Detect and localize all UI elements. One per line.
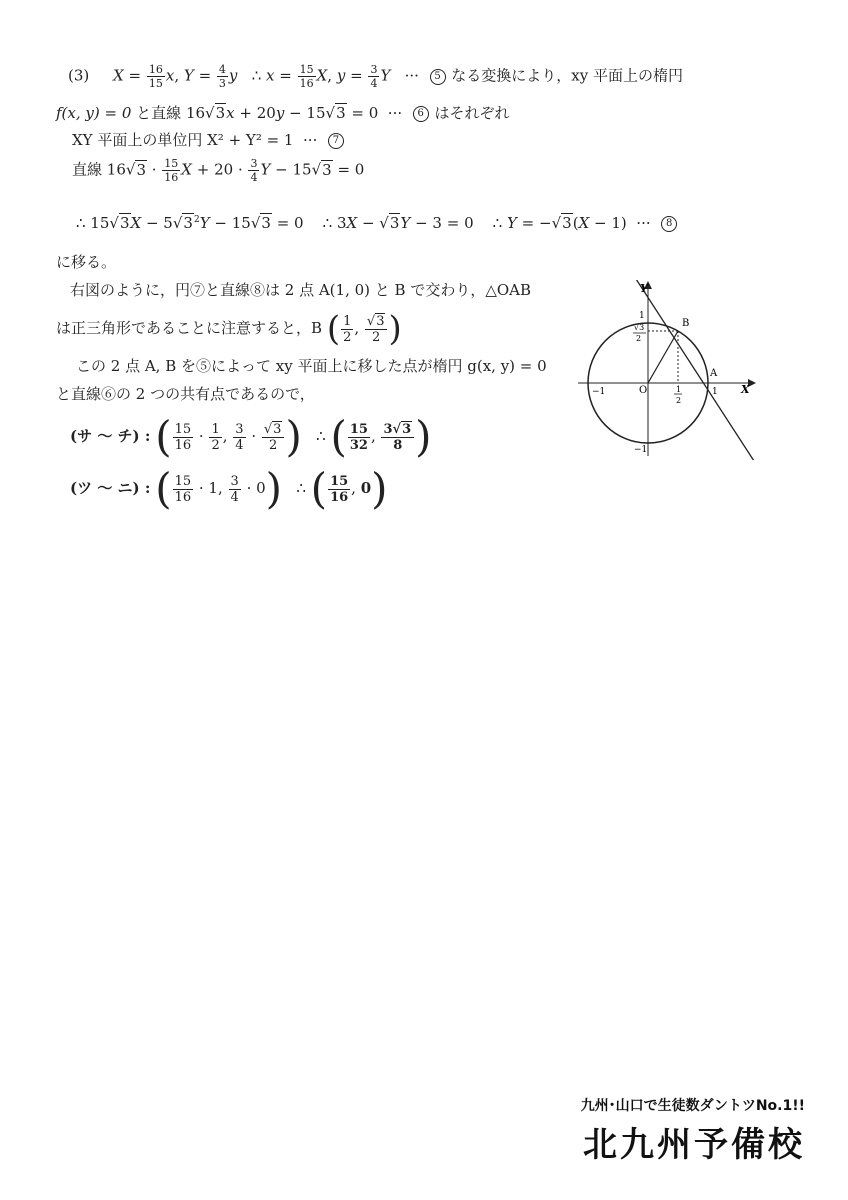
circled-marker: 5 — [430, 69, 446, 85]
label-o: O — [639, 385, 648, 396]
dots: ··· — [387, 104, 403, 122]
line-8: は正三角形であることに注意すると，B ( $\frac{1}{2}$ , $\frac{√3}{2}$ ) — [56, 309, 402, 349]
segment-ob — [648, 331, 678, 383]
line-1-main: (3) X = $\frac{16}{15}$ x, Y = $\frac{4}{3}$ y ∴ x = $\frac{15}{16}$ X, y = $\frac{3}{4}$ Y ··· 5 なる変換により，xy 平面上の楕円 — [68, 63, 683, 90]
dots: ··· — [636, 214, 651, 232]
label-half-n: 1 — [676, 385, 682, 394]
fraction: $\frac{3}{4}$ — [250, 157, 258, 184]
line-3 — [72, 130, 345, 150]
line-7: 右図のように，円⑦と直線⑧は 2 点 A(1, 0) と B で交わり，△OAB — [70, 281, 532, 299]
school-logo — [565, 1095, 805, 1166]
label-one-x: 1 — [712, 387, 718, 397]
circled-marker: 6 — [413, 106, 429, 122]
label-x: X — [741, 383, 750, 396]
logo-tagline: 九州･山口で生徒数ダントツNo.1!! — [580, 1098, 805, 1114]
line-3-text: XY 平面上の単位円 X² + Y² = 1 — [72, 131, 294, 149]
label-r3-n: √3 — [634, 323, 645, 332]
label-minus-one-x: −1 — [592, 387, 606, 397]
fraction: $\frac{1}{2}$ — [211, 421, 220, 453]
fraction: $\frac{3}{4}$ — [230, 473, 239, 505]
answer-fraction: $\frac{15}{32}$ — [349, 421, 368, 453]
answer-fraction: $\frac{15}{16}$ — [330, 473, 349, 505]
fraction: $\frac{15}{16}$ — [174, 473, 192, 505]
answer-1: (サ ～ チ) : ( $\frac{15}{16}$ · $\frac{1}{2}$ , $\frac{3}{4}$ · $\frac{√3}{2}$ ) ∴ ( $\frac{15}{32}$ , $\frac{3√3}{8}$ ) — [70, 412, 432, 461]
answer-2-label: (ツ ～ ニ) : — [70, 479, 151, 497]
line-10: と直線⑥の 2 つの共有点であるので， — [56, 385, 315, 403]
line-6: に移る。 — [56, 253, 117, 271]
line-2: f(x, y) = 0 と直線 16√3x + 20y − 15√3 = 0 ··· 6 はそれぞれ — [56, 104, 510, 122]
label-y: Y — [640, 282, 648, 295]
circled-marker: 7 — [328, 133, 344, 149]
label-minus-one-y: −1 — [634, 445, 648, 455]
fraction: $\frac{3}{4}$ — [235, 421, 244, 453]
problem-label-text: (3) — [68, 66, 90, 85]
fraction: $\frac{16}{15}$ — [148, 63, 163, 90]
line-1-text: なる変換により，xy 平面上の楕円 — [451, 66, 683, 85]
answer-fraction: $\frac{3√3}{8}$ — [381, 423, 414, 452]
fraction: $\frac{1}{2}$ — [343, 313, 352, 345]
fraction: $\frac{3}{4}$ — [370, 63, 378, 90]
logo-name: 北九州予備校 — [583, 1125, 805, 1165]
fraction: $\frac{15}{16}$ — [299, 63, 314, 90]
label-a: A — [710, 368, 718, 379]
label-r3-d: 2 — [636, 334, 642, 343]
dots: ··· — [303, 131, 318, 149]
f-expr: f(x, y) = 0 — [56, 104, 132, 122]
line-2-text2: はそれぞれ — [434, 104, 510, 122]
fraction: $\frac{4}{3}$ — [218, 63, 226, 90]
fraction: $\frac{15}{16}$ — [174, 421, 192, 453]
unit-circle-figure — [578, 280, 758, 460]
line-9: この 2 点 A, B を⑤によって xy 平面上に移した点が楕円 g(x, y) = 0 — [76, 357, 547, 375]
answer-1-label: (サ ～ チ) : — [70, 427, 151, 445]
line-4-text: 直線 — [72, 160, 103, 179]
answer-2: (ツ ～ ニ) : ( $\frac{15}{16}$ · 1, $\frac{3}{4}$ · 0) ∴ ( $\frac{15}{16}$ , 0) — [70, 464, 388, 513]
line-2-text1: と直線 — [136, 104, 182, 122]
label-half-d: 2 — [676, 396, 682, 405]
circled-marker: 8 — [661, 216, 677, 232]
line-5: ∴ $15√3X - 5√3^2Y - 15√3 = 0$ ∴ 3X − √3Y − 3 = 0 ∴ Y = −√3(X − 1) ··· 8 — [76, 210, 678, 233]
line-8-text: は正三角形であることに注意すると，B — [56, 319, 323, 337]
line-4: 直線 16√3 · $\frac{15}{16}$ X + 20 · $\frac{3}{4}$ Y − 15√3 = 0 — [72, 157, 365, 184]
fraction: $\frac{√3}{2}$ — [262, 423, 285, 452]
label-one-y: 1 — [639, 311, 645, 321]
fraction: $\frac{15}{16}$ — [164, 157, 179, 184]
line-eight — [636, 280, 754, 460]
label-b: B — [682, 318, 690, 329]
fraction: $\frac{√3}{2}$ — [365, 315, 388, 344]
